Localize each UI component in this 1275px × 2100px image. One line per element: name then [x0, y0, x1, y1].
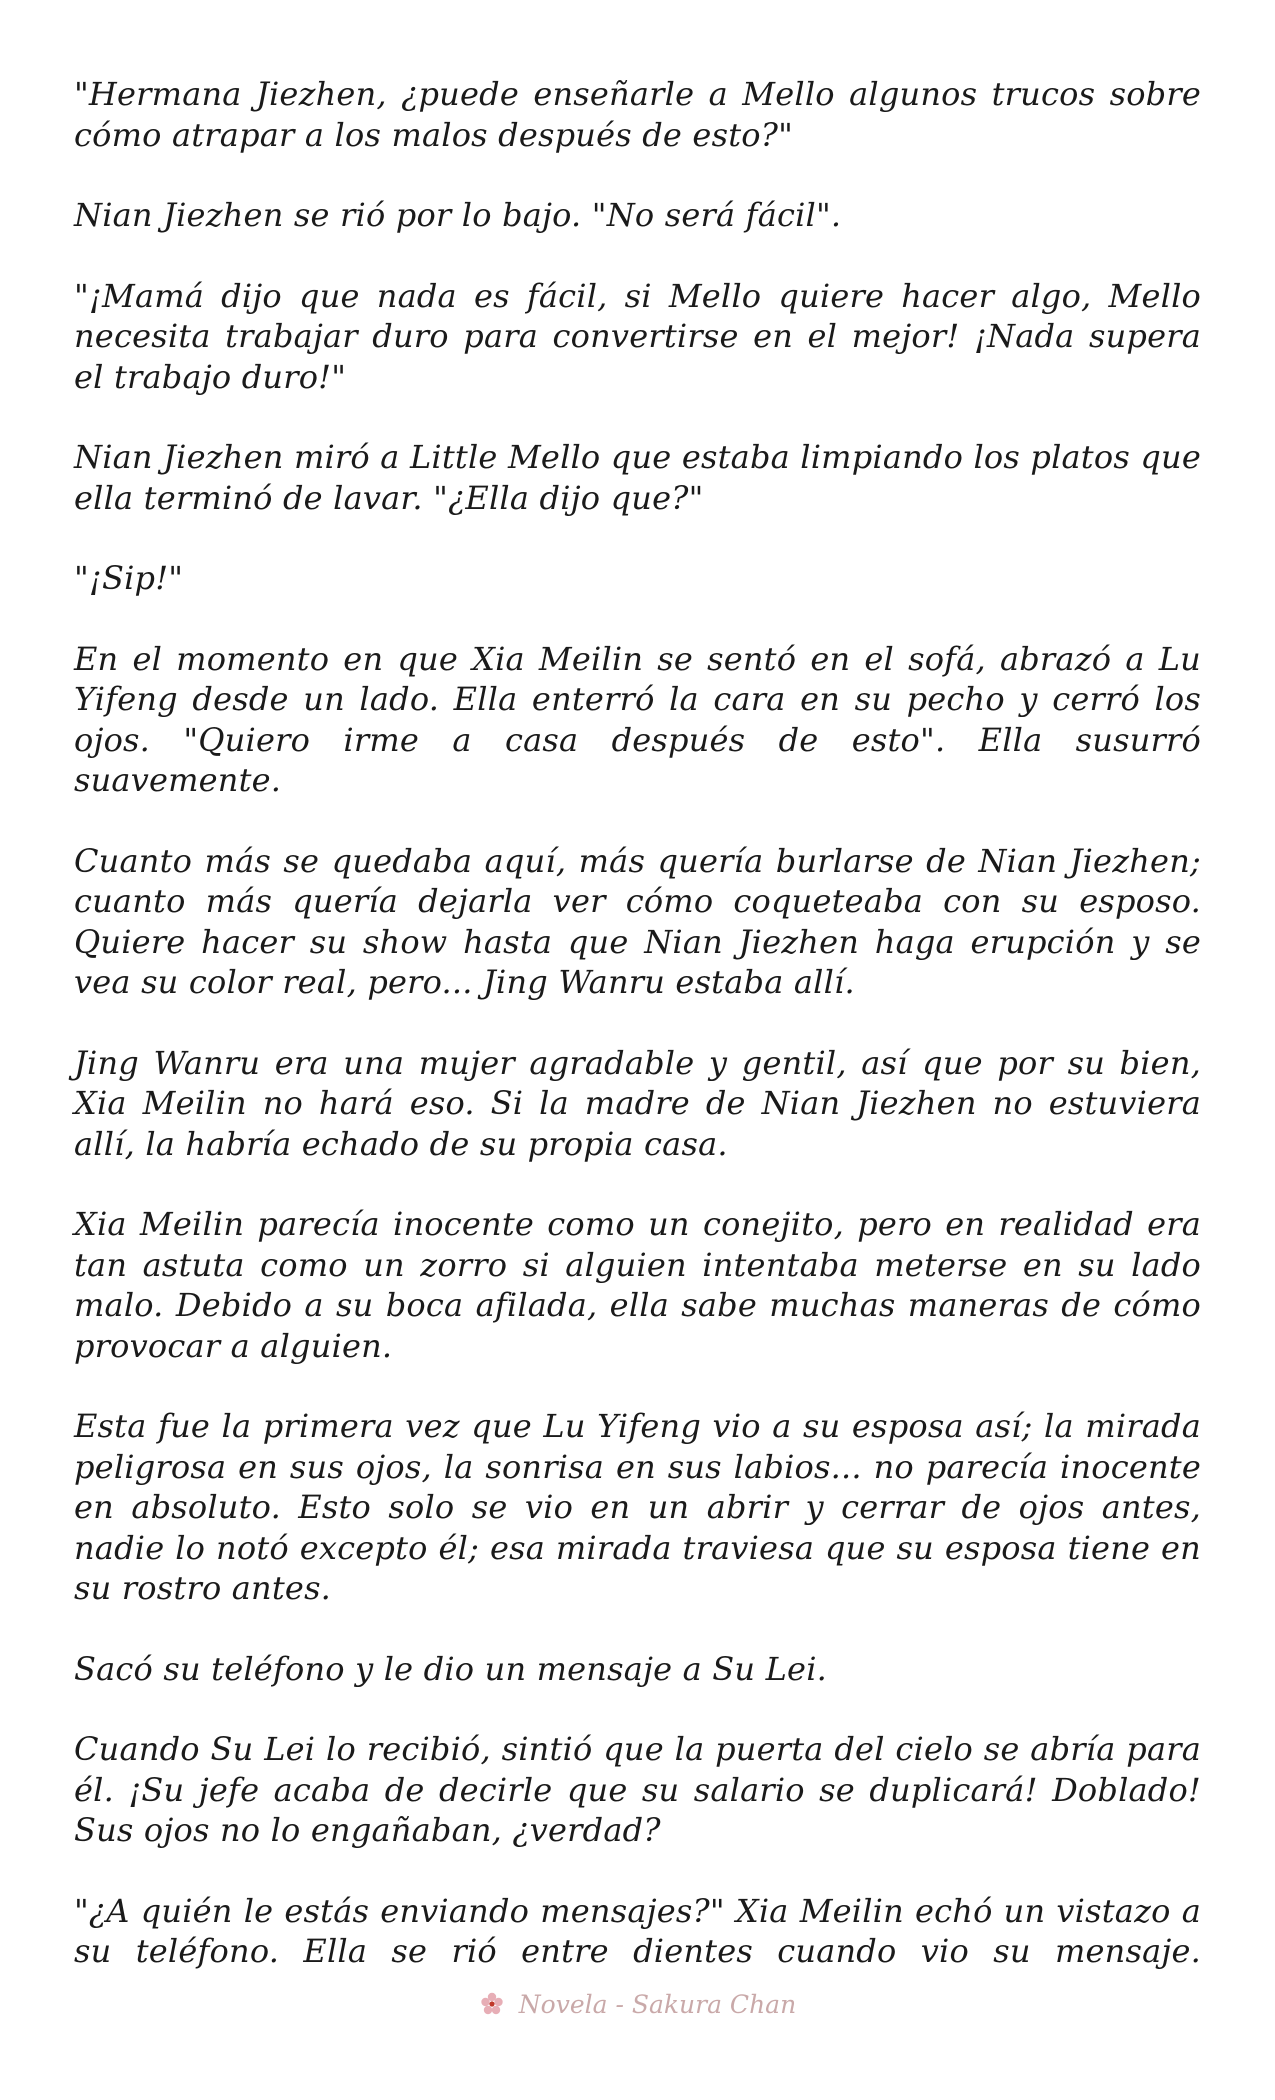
- paragraph: "Hermana Jiezhen, ¿puede enseñarle a Mello algunos trucos sobre cómo atrapar a los malos después de esto?": [74, 75, 1201, 154]
- watermark: [0, 1990, 1275, 2019]
- paragraph: Cuando Su Lei lo recibió, sintió que la puerta del cielo se abría para él. ¡Su jefe acaba de decirle que su salario se duplicará! Doblado! Sus ojos no lo engañaban, ¿verdad?: [74, 1730, 1201, 1849]
- paragraph: "¡Sip!": [74, 559, 184, 597]
- paragraph: Sacó su teléfono y le dio un mensaje a Su Lei.: [74, 1649, 827, 1688]
- paragraph: Nian Jiezhen se rió por lo bajo. "No será fácil".: [74, 196, 842, 234]
- sakura-flower-icon: [479, 1991, 505, 2017]
- paragraph: Cuanto más se quedaba aquí, más quería burlarse de Nian Jiezhen; cuanto más quería dejarla ver cómo coqueteaba con su esposo. Quiere hacer su show hasta que Nian Jiezhen haga erupción y se vea su color real, pero... Jing Wanru estaba allí.: [74, 841, 1201, 1001]
- paragraph: Esta fue la primera vez que Lu Yifeng vio a su esposa así; la mirada peligrosa en sus ojos, la sonrisa en sus labios... no parecía inocente en absoluto. Esto solo se vio en un abrir y cerrar de ojos antes, nadie lo notó excepto él; esa mirada traviesa que su esposa tiene en su rostro antes.: [74, 1407, 1201, 1607]
- paragraph: "¿A quién le estás enviando mensajes?" Xia Meilin echó un vistazo a su teléfono. Ella se rió entre dientes cuando vio su mensaje.: [74, 1891, 1201, 1970]
- document-body: [74, 74, 1201, 1972]
- paragraph: Nian Jiezhen miró a Little Mello que estaba limpiando los platos que ella terminó de lavar. "¿Ella dijo que?": [74, 438, 1201, 517]
- paragraph: En el momento en que Xia Meilin se sentó en el sofá, abrazó a Lu Yifeng desde un lado. Ella enterró la cara en su pecho y cerró los ojos. "Quiero irme a casa después de esto". Ella susurró suavemente.: [74, 639, 1201, 799]
- watermark-text: Novela - Sakura Chan: [518, 1990, 797, 2019]
- paragraph: Jing Wanru era una mujer agradable y gentil, así que por su bien, Xia Meilin no hará eso. Si la madre de Nian Jiezhen no estuviera allí, la habría echado de su propia casa.: [74, 1043, 1201, 1163]
- paragraph: "¡Mamá dijo que nada es fácil, si Mello quiere hacer algo, Mello necesita trabajar duro para convertirse en el mejor! ¡Nada supera el trabajo duro!": [74, 276, 1201, 396]
- paragraph: Xia Meilin parecía inocente como un conejito, pero en realidad era tan astuta como un zorro si alguien intentaba meterse en su lado malo. Debido a su boca afilada, ella sabe muchas maneras de cómo provocar a alguien.: [74, 1205, 1201, 1365]
